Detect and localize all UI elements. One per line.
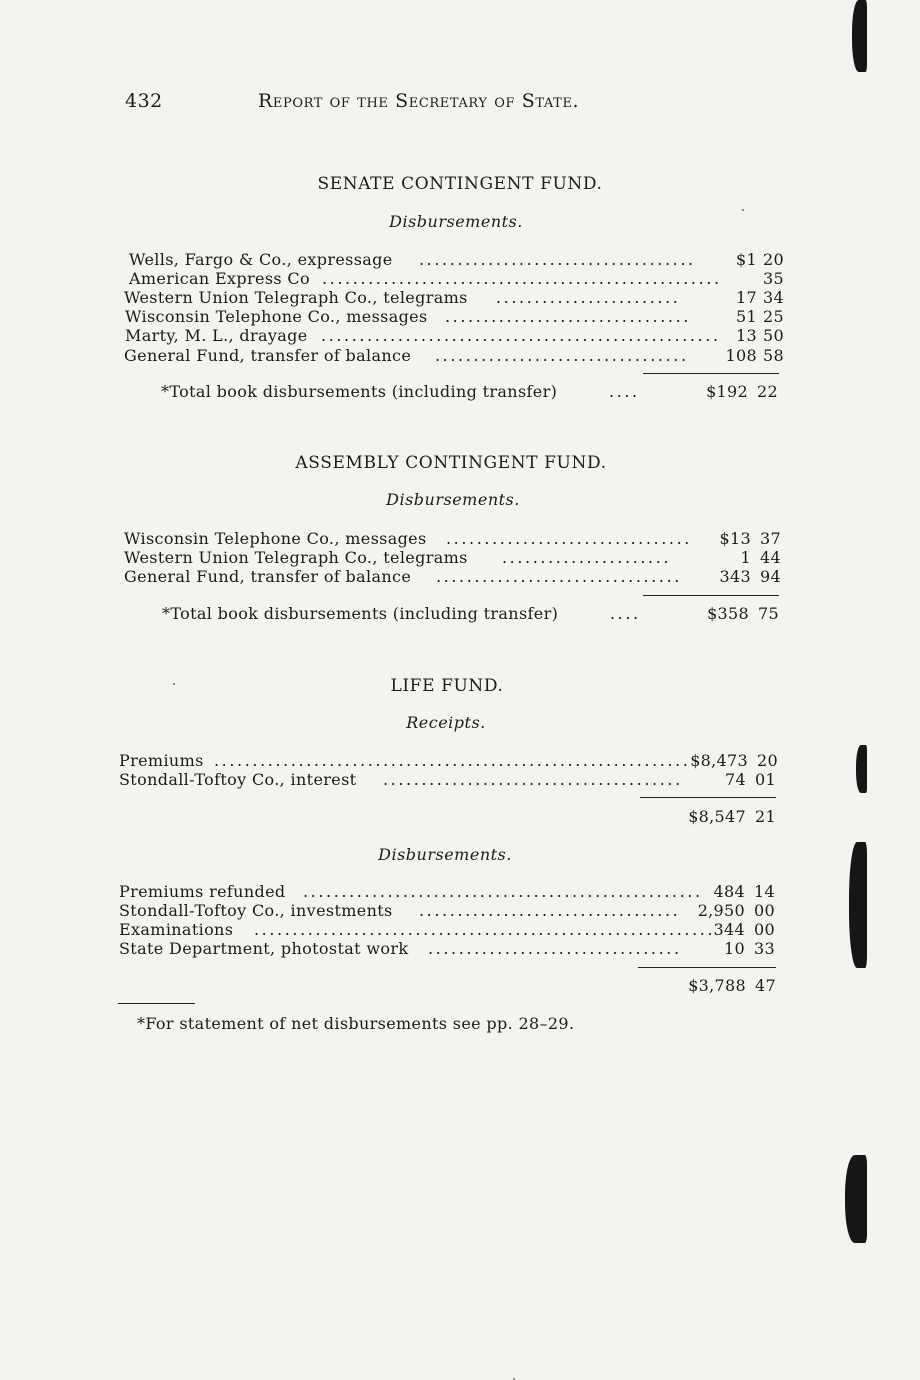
row-label: Premiums (119, 751, 204, 770)
ledger-row (119, 901, 775, 921)
total-cents: 22 (757, 382, 778, 401)
subheading-life-receipts: Receipts. (406, 713, 486, 732)
row-cents: 01 (755, 770, 776, 789)
row-cents: 00 (754, 920, 775, 939)
row-label: Wisconsin Telephone Co., messages (125, 307, 428, 326)
leader-dots: ........................ (496, 288, 681, 307)
ledger-row (124, 529, 781, 549)
total-rule (640, 797, 776, 798)
section-heading-assembly: ASSEMBLY CONTINGENT FUND. (295, 453, 607, 473)
row-label: State Department, photostat work (119, 939, 409, 958)
row-amount: 74 (725, 770, 746, 789)
row-label: American Express Co (129, 269, 310, 288)
total-row (638, 976, 776, 996)
ledger-row (125, 307, 784, 327)
scan-speck (742, 209, 744, 211)
running-title: Report of the Secretary of State. (258, 90, 580, 112)
section-heading-life-fund: LIFE FUND. (390, 676, 504, 696)
leader-dots: ................................ (446, 529, 692, 548)
ledger-row (119, 920, 775, 940)
leader-dots: .................................................... (303, 882, 703, 901)
ledger-row (129, 250, 784, 270)
leader-dots: .................................................... (322, 269, 722, 288)
leader-dots: .................................................... (321, 326, 721, 345)
row-label: Wisconsin Telephone Co., messages (124, 529, 427, 548)
row-cents: 25 (763, 307, 784, 326)
row-amount: $1 (736, 250, 757, 269)
total-row (162, 604, 779, 624)
leader-dots: .............................................................. (214, 751, 691, 770)
section-heading-senate: SENATE CONTINGENT FUND. (317, 174, 603, 194)
scan-speck (173, 683, 175, 685)
leader-dots: ................................. (435, 346, 689, 365)
row-cents: 20 (757, 751, 778, 770)
row-label: Premiums refunded (119, 882, 286, 901)
total-row (640, 807, 776, 827)
leader-dots: .... (609, 382, 640, 401)
row-amount: 1 (740, 548, 751, 567)
total-rule (638, 967, 776, 968)
ledger-row (119, 751, 778, 771)
leader-dots: .... (610, 604, 641, 623)
ledger-row (119, 882, 775, 902)
row-label: Marty, M. L., drayage (125, 326, 308, 345)
row-amount: 343 (719, 567, 751, 586)
row-cents: 14 (754, 882, 775, 901)
leader-dots: ................................. (428, 939, 682, 958)
row-amount: 17 (736, 288, 757, 307)
row-amount: 484 (713, 882, 745, 901)
total-amount: $8,547 (688, 807, 746, 826)
scan-edge-mark (852, 0, 867, 72)
row-amount: 10 (724, 939, 745, 958)
subheading-life-disbursements: Disbursements. (378, 845, 512, 864)
footnote-rule (118, 1003, 195, 1004)
row-amount: 344 (713, 920, 745, 939)
row-label: Stondall-Toftoy Co., interest (119, 770, 357, 789)
row-cents: 94 (760, 567, 781, 586)
footnote: *For statement of net disbursements see pp. 28–29. (137, 1014, 575, 1033)
ledger-row (124, 346, 784, 366)
leader-dots: ....................................... (383, 770, 683, 789)
scan-edge-mark (845, 1155, 867, 1243)
row-amount: $13 (719, 529, 751, 548)
leader-dots: ................................ (436, 567, 682, 586)
ledger-row (125, 326, 784, 346)
row-amount: $8,473 (690, 751, 748, 770)
total-amount: $3,788 (688, 976, 746, 995)
leader-dots: ............................................................ (254, 920, 716, 939)
row-label: General Fund, transfer of balance (124, 346, 412, 365)
row-label: Wells, Fargo & Co., expressage (129, 250, 393, 269)
total-label: *Total book disbursements (including transfer) (162, 604, 559, 623)
leader-dots: ...................... (502, 548, 672, 567)
row-cents: 35 (763, 269, 784, 288)
row-cents: 33 (754, 939, 775, 958)
row-cents: 58 (763, 346, 784, 365)
leader-dots: .................................... (419, 250, 696, 269)
total-rule (643, 595, 779, 596)
row-cents: 00 (754, 901, 775, 920)
row-cents: 34 (763, 288, 784, 307)
subheading-assembly-disbursements: Disbursements. (386, 490, 520, 509)
row-label: Western Union Telegraph Co., telegrams (124, 548, 468, 567)
row-amount: 2,950 (697, 901, 745, 920)
row-label: Western Union Telegraph Co., telegrams (124, 288, 468, 307)
total-label: *Total book disbursements (including transfer) (161, 382, 558, 401)
row-cents: 44 (760, 548, 781, 567)
leader-dots: .................................. (419, 901, 681, 920)
running-head (125, 90, 655, 116)
total-cents: 21 (755, 807, 776, 826)
total-amount: $358 (707, 604, 749, 623)
row-cents: 50 (763, 326, 784, 345)
ledger-row (124, 548, 781, 568)
ledger-row (119, 939, 775, 959)
row-cents: 37 (760, 529, 781, 548)
row-label: Examinations (119, 920, 234, 939)
page-number: 432 (125, 90, 163, 112)
row-label: General Fund, transfer of balance (124, 567, 412, 586)
ledger-row (124, 567, 781, 587)
ledger-row (124, 288, 784, 308)
scan-edge-mark (856, 745, 867, 793)
row-amount: 108 (725, 346, 757, 365)
total-rule (643, 373, 779, 374)
leader-dots: ................................ (445, 307, 691, 326)
total-cents: 47 (755, 976, 776, 995)
row-amount: 13 (736, 326, 757, 345)
total-row (161, 382, 778, 402)
row-label: Stondall-Toftoy Co., investments (119, 901, 393, 920)
subheading-senate-disbursements: Disbursements. (389, 212, 523, 231)
row-amount: 51 (736, 307, 757, 326)
ledger-row (129, 269, 784, 289)
total-amount: $192 (706, 382, 748, 401)
total-cents: 75 (758, 604, 779, 623)
row-cents: 20 (763, 250, 784, 269)
scan-edge-mark (849, 842, 867, 968)
ledger-row (119, 770, 776, 790)
